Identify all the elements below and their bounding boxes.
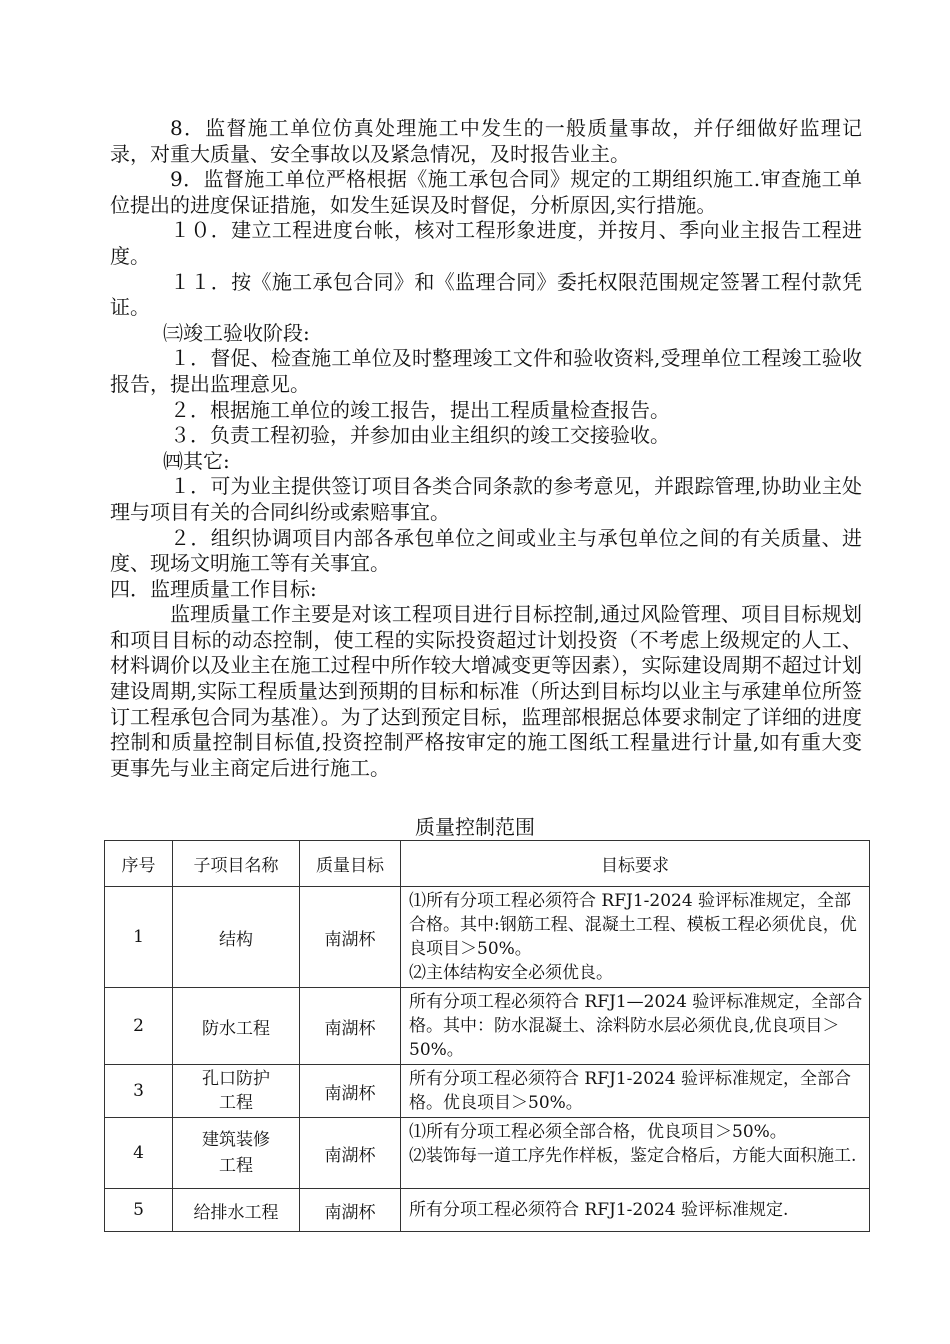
table-row xyxy=(105,887,870,988)
cell-no: 5 xyxy=(105,1189,173,1232)
body-text xyxy=(110,116,862,781)
paragraph-acceptance-2: ２．根据施工单位的竣工报告，提出工程质量检查报告。 xyxy=(170,397,670,422)
cell-requirement xyxy=(401,988,870,1065)
paragraph-other-2: ２．组织协调项目内部各承包单位之间或业主与承包单位之间的有关质量、进度、现场文明施工等有关事宜。 xyxy=(110,525,862,576)
table-header-row xyxy=(105,841,870,887)
table-row xyxy=(105,1065,870,1118)
paragraph-acceptance-3: ３．负责工程初验，并参加由业主组织的竣工交接验收。 xyxy=(170,423,670,448)
paragraph-10: １０．建立工程进度台帐，核对工程形象进度，并按月、季向业主报告工程进度。 xyxy=(110,218,862,268)
requirement-line: 所有分项工程必须符合 RFJ1-2024 验评标准规定，全部合格。优良项目＞50%。 xyxy=(409,1069,852,1113)
requirement-line: 所有分项工程必须符合 RFJ1—2024 验评标准规定，全部合格。其中：防水混凝土、涂料防水层必须优良,优良项目＞50%。 xyxy=(409,992,863,1060)
cell-goal: 南湖杯 xyxy=(300,988,401,1065)
cell-name: 防水工程 xyxy=(173,988,300,1065)
cell-goal: 南湖杯 xyxy=(300,1118,401,1189)
cell-name: 结构 xyxy=(173,887,300,988)
requirement-line: ⑴所有分项工程必须符合 RFJ1-2024 验评标准规定，全部合格。其中:钢筋工程、混凝土工程、模板工程必须优良，优良项目＞50%。 xyxy=(409,891,857,959)
paragraph-acceptance-1: １．督促、检查施工单位及时整理竣工文件和验收资料,受理单位工程竣工验收报告，提出监理意见。 xyxy=(110,346,862,396)
table-row xyxy=(105,988,870,1065)
paragraph-quality-goal: 监理质量工作主要是对该工程项目进行目标控制,通过风险管理、项目目标规划和项目目标的动态控制，使工程的实际投资超过计划投资（不考虑上级规定的人工、材料调价以及业主在施工过程中所作较大增减变更等因素），实际建设周期不超过计划建设周期,实际工程质量达到预期的目标和标准（所达到目标均以业主与承建单位所签订工程承包合同为基准）。为了达到预定目标，监理部根据总体要求制定了详细的进度控制和质量控制目标值,投资控制严格按审定的施工图纸工程量进行计量,如有重大变更事先与业主商定后进行施工。 xyxy=(110,602,862,780)
section-heading-acceptance: ㈢竣工验收阶段: xyxy=(163,320,310,345)
cell-requirement xyxy=(401,1189,870,1232)
header-name: 子项目名称 xyxy=(173,841,300,887)
cell-goal: 南湖杯 xyxy=(300,1065,401,1118)
cell-goal: 南湖杯 xyxy=(300,887,401,988)
table-row xyxy=(105,1118,870,1189)
cell-requirement xyxy=(401,1065,870,1118)
paragraph-9: 9．监督施工单位严格根据《施工承包合同》规定的工期组织施工.审查施工单位提出的进度保证措施，如发生延误及时督促，分析原因,实行措施。 xyxy=(110,167,862,217)
cell-requirement xyxy=(401,1118,870,1189)
table-caption: 质量控制范围 xyxy=(415,815,535,839)
cell-no: 1 xyxy=(105,887,173,988)
cell-goal: 南湖杯 xyxy=(300,1189,401,1232)
cell-no: 3 xyxy=(105,1065,173,1118)
requirement-line: ⑴所有分项工程必须全部合格，优良项目＞50%。 xyxy=(409,1122,787,1142)
cell-name: 给排水工程 xyxy=(173,1189,300,1232)
quality-control-table xyxy=(104,840,870,1232)
header-no: 序号 xyxy=(105,841,173,887)
requirement-line: ⑵装饰每一道工序先作样板，鉴定合格后，方能大面积施工. xyxy=(409,1146,857,1166)
cell-no: 4 xyxy=(105,1118,173,1189)
section-heading-quality-goal: 四．监理质量工作目标: xyxy=(110,576,317,601)
cell-requirement xyxy=(401,887,870,988)
table-row xyxy=(105,1189,870,1232)
section-heading-other: ㈣其它: xyxy=(163,448,230,473)
requirement-line: 所有分项工程必须符合 RFJ1-2024 验评标准规定. xyxy=(409,1200,789,1220)
cell-name: 建筑装修工程 xyxy=(173,1118,300,1189)
header-goal: 质量目标 xyxy=(300,841,401,887)
paragraph-11: １１．按《施工承包合同》和《监理合同》委托权限范围规定签署工程付款凭证。 xyxy=(110,269,862,320)
requirement-line: ⑵主体结构安全必须优良。 xyxy=(409,963,613,983)
paragraph-other-1: １．可为业主提供签订项目各类合同条款的参考意见，并跟踪管理,协助业主处理与项目有关的合同纠纷或索赔事宜。 xyxy=(110,474,862,524)
cell-name: 孔口防护工程 xyxy=(173,1065,300,1118)
paragraph-8: 8．监督施工单位仿真处理施工中发生的一般质量事故，并仔细做好监理记录，对重大质量、安全事故以及紧急情况，及时报告业主。 xyxy=(110,116,862,166)
cell-no: 2 xyxy=(105,988,173,1065)
header-requirement: 目标要求 xyxy=(401,841,870,887)
